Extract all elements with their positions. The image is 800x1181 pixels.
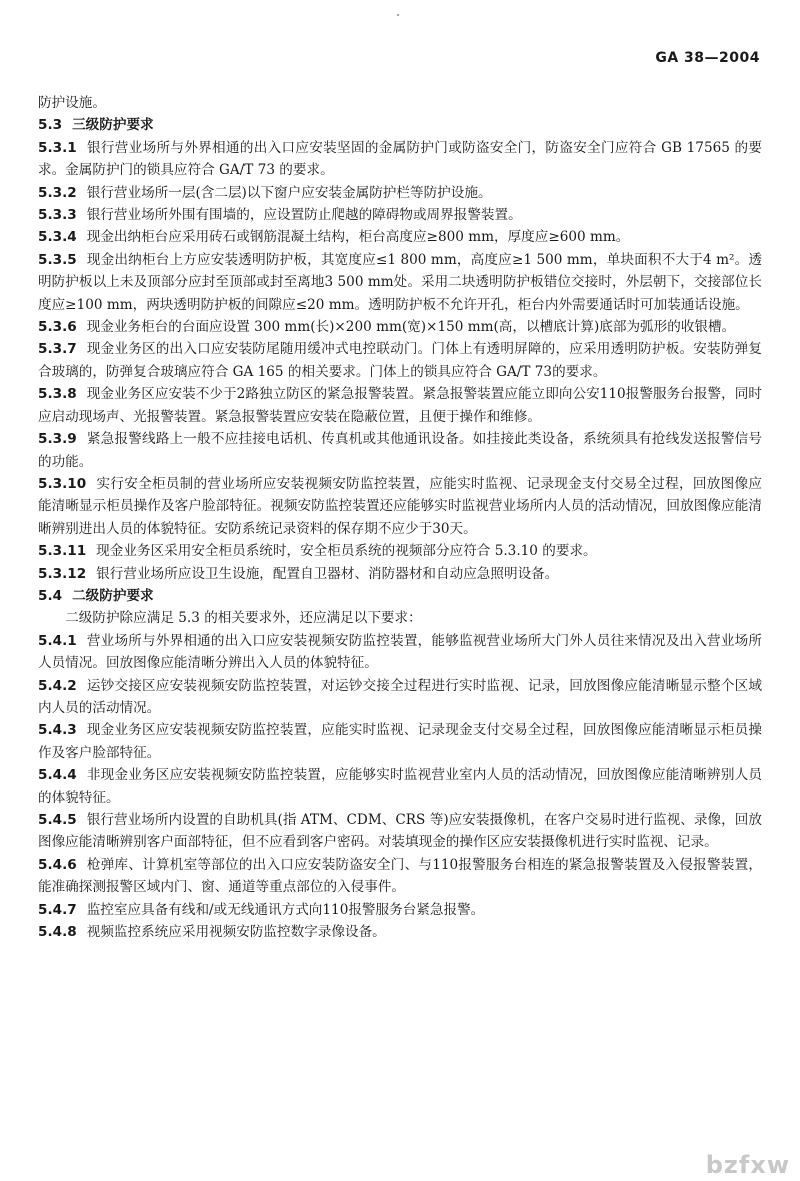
clause-number: 5.3.9 (38, 431, 77, 448)
clause-text: 防护设施。 (38, 95, 106, 111)
clause-number: 5.3.4 (38, 229, 77, 246)
clause-text: 二级防护要求 (72, 587, 154, 604)
clause-number: 5.3.7 (38, 341, 77, 358)
clause-text: 现金出纳柜台上方应安装透明防护板，其宽度应≤1 800 mm，高度应≥1 500 mm，单块面积不大于4 m²。透明防护板以上未及顶部分应封至顶部或封至离地3 500 mm处。采用二块透明防护板错位交接时，外层朝下，交接部位长度应≥100 mm，两块透明防护板的间隙应≤20 mm。透明防护板不允许开孔，柜台内外需要通话时可加装通话设施。 (38, 251, 762, 313)
clause-number: 5.4 (38, 587, 63, 604)
clause-paragraph (38, 428, 762, 473)
clause-number: 5.3.12 (38, 565, 87, 582)
clause-number: 5.4.5 (38, 812, 77, 828)
clause-text: 现金业务区采用安全柜员系统时，安全柜员系统的视频部分应符合 5.3.10 的要求。 (96, 543, 597, 560)
clause-paragraph (38, 563, 762, 585)
clause-number: 5.3.1 (38, 139, 77, 156)
clause-paragraph (38, 764, 762, 809)
clause-number: 5.3.5 (38, 251, 77, 268)
clause-number: 5.3.6 (38, 319, 77, 336)
clause-text: 枪弹库、计算机室等部位的出入口应安装防盗安全门、与110报警服务台相连的紧急报警装置及入侵报警装置，能准确探测报警区域内门、窗、通道等重点部位的入侵事件。 (38, 856, 762, 896)
clause-paragraph (38, 226, 762, 248)
clause-text: 实行安全柜员制的营业场所应安装视频安防监控装置，应能实时监视、记录现金支付交易全过程，回放图像应能清晰显示柜员操作及客户脸部特征。视频安防监控装置还应能够实时监视营业场所内人员的活动情况，回放图像应能清晰辨别进出人员的体貌特征。安防系统记录资料的保存期不应少于30天。 (38, 475, 762, 537)
clause-paragraph (38, 540, 762, 562)
clause-number: 5.3.3 (38, 207, 77, 224)
clause-paragraph (38, 921, 762, 943)
clause-text: 现金业务区应安装视频安防监控装置，应能实时监视、记录现金支付交易全过程，回放图像应能清晰显示柜员操作及客户脸部特征。 (38, 722, 762, 761)
clause-number: 5.3.8 (38, 386, 77, 403)
clause-text: 现金业务柜台的台面应设置 300 mm(长)×200 mm(宽)×150 mm(高，以槽底计算)底部为弧形的收银槽。 (86, 319, 736, 336)
clause-paragraph (38, 204, 762, 226)
clause-paragraph (38, 383, 762, 428)
clause-text: 现金业务区的出入口应安装防尾随用缓冲式电控联动门。门体上有透明屏障的，应采用透明防护板。安装防弹复合玻璃的，防弹复合玻璃应符合 GA 165 的相关要求。门体上的锁具应符合 GA/T 73的要求。 (38, 341, 762, 380)
clause-number: 5.3.10 (38, 475, 87, 492)
clause-paragraph (38, 249, 762, 316)
clause-text: 银行营业场所外围有围墙的，应设置防止爬越的障碍物或周界报警装置。 (86, 207, 522, 224)
document-body (38, 92, 762, 943)
section-heading (38, 585, 762, 607)
clause-paragraph (38, 473, 762, 540)
clause-number: 5.4.4 (38, 767, 77, 784)
clause-paragraph (38, 92, 762, 114)
clause-text: 监控室应具备有线和/或无线通讯方式向110报警服务台紧急报警。 (86, 901, 485, 918)
clause-text: 运钞交接区应安装视频安防监控装置，对运钞交接全过程进行实时监视、记录，回放图像应能清晰显示整个区域内人员的活动情况。 (38, 677, 762, 716)
standard-code-header: GA 38—2004 (655, 50, 760, 66)
clause-number: 5.4.2 (38, 677, 77, 694)
clause-text: 三级防护要求 (72, 117, 154, 134)
clause-paragraph (38, 607, 762, 629)
section-heading (38, 114, 762, 136)
clause-text: 银行营业场所内设置的自助机具(指 ATM、CDM、CRS 等)应安装摄像机，在客户交易时进行监视、录像，回放图像应能清晰辨别客户面部特征，但不应看到客户密码。对装填现金的操作区应安装摄像机进行实时监视、记录。 (38, 812, 762, 851)
clause-number: 5.4.6 (38, 856, 77, 873)
clause-text: 现金业务区应安装不少于2路独立防区的紧急报警装置。紧急报警装置应能立即向公安110报警服务台报警，同时应启动现场声、光报警装置。紧急报警装置应安装在隐蔽位置，且便于操作和维修。 (38, 386, 762, 425)
clause-number: 5.4.1 (38, 632, 77, 649)
clause-paragraph (38, 809, 762, 854)
clause-text: 非现金业务区应安装视频安防监控装置，应能够实时监视营业室内人员的活动情况，回放图像应能清晰辨别人员的体貌特征。 (38, 767, 762, 806)
clause-number: 5.4.3 (38, 722, 77, 739)
clause-text: 银行营业场所一层(含二层)以下窗户应安装金属防护栏等防护设施。 (86, 184, 492, 201)
clause-number: 5.3.2 (38, 184, 77, 201)
clause-text: 二级防护除应满足 5.3 的相关要求外，还应满足以下要求： (65, 610, 422, 627)
clause-paragraph (38, 338, 762, 383)
clause-number: 5.4.7 (38, 901, 77, 918)
clause-number: 5.3 (38, 117, 63, 134)
scan-mark (397, 14, 399, 16)
watermark-text: bzfxw (705, 1151, 790, 1179)
clause-paragraph (38, 630, 762, 675)
clause-paragraph (38, 316, 762, 338)
clause-number: 5.3.11 (38, 543, 87, 560)
clause-paragraph (38, 719, 762, 764)
clause-number: 5.4.8 (38, 924, 77, 941)
clause-text: 紧急报警线路上一般不应挂接电话机、传真机或其他通讯设备。如挂接此类设备，系统须具有抢线发送报警信号的功能。 (38, 431, 762, 470)
clause-paragraph (38, 675, 762, 720)
clause-paragraph (38, 854, 762, 899)
clause-paragraph (38, 182, 762, 204)
clause-text: 银行营业场所与外界相通的出入口应安装坚固的金属防护门或防盗安全门，防盗安全门应符合 GB 17565 的要求。金属防护门的锁具应符合 GA/T 73 的要求。 (38, 139, 762, 179)
clause-text: 营业场所与外界相通的出入口应安装视频安防监控装置，能够监视营业场所大门外人员往来情况及出入营业场所人员情况。回放图像应能清晰分辨出入人员的体貌特征。 (38, 632, 762, 672)
clause-text: 视频监控系统应采用视频安防监控数字录像设备。 (86, 924, 386, 941)
clause-text: 银行营业场所应设卫生设施，配置自卫器材、消防器材和自动应急照明设备。 (96, 565, 559, 582)
clause-paragraph (38, 899, 762, 921)
clause-paragraph (38, 137, 762, 182)
clause-text: 现金出纳柜台应采用砖石或钢筋混凝土结构，柜台高度应≥800 mm，厚度应≥600 mm。 (86, 229, 630, 246)
